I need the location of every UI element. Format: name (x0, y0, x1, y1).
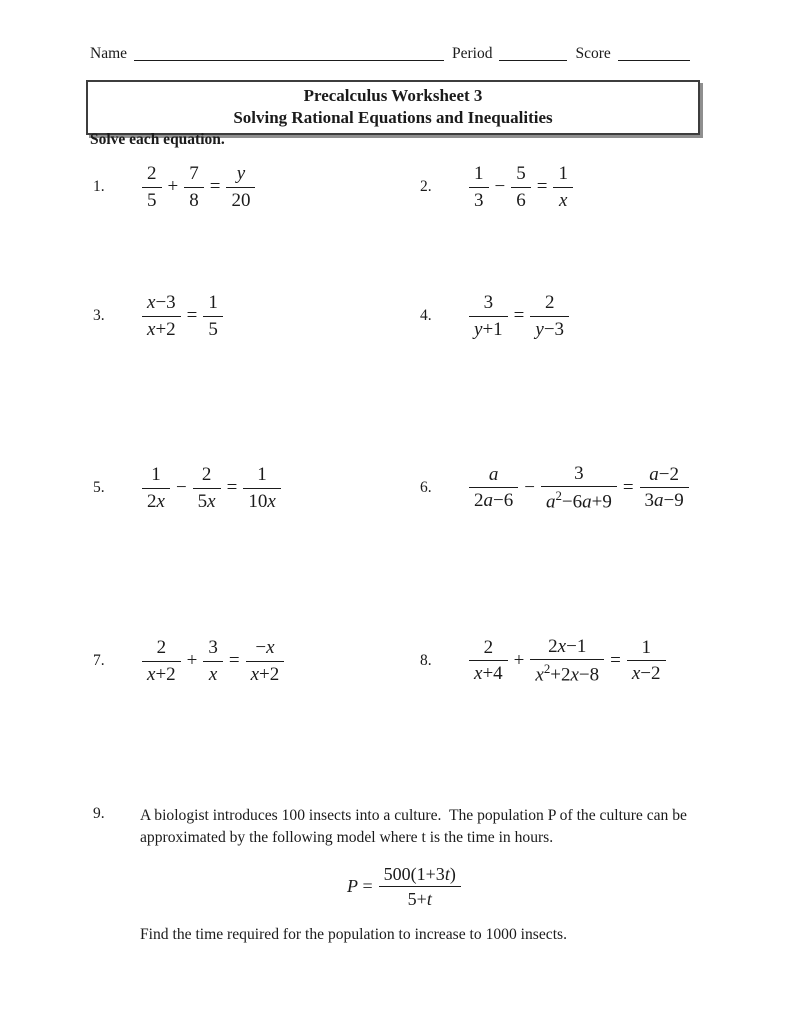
instructions-text: Solve each equation. (90, 131, 225, 148)
fraction-denominator: 10x (248, 490, 276, 512)
fraction-denominator: 5 (147, 189, 157, 211)
fraction (627, 637, 666, 685)
fraction-numerator: y (226, 163, 255, 187)
equation (467, 163, 575, 211)
fraction-numerator: 1 (203, 292, 223, 316)
fraction-numerator: 3 (469, 292, 508, 316)
problem-number: 2. (420, 178, 432, 195)
fraction-numerator: x−3 (142, 292, 181, 316)
fraction-numerator: 2 (530, 292, 569, 316)
fraction-numerator: 1 (553, 163, 573, 187)
fraction-denominator: $a^2-6a+9$ (545, 488, 612, 513)
equation (467, 636, 668, 686)
problem-number: 4. (420, 307, 432, 324)
fraction (203, 637, 223, 685)
fraction (530, 292, 569, 340)
fraction-numerator: 500(1+3t) (379, 864, 461, 887)
fraction (469, 637, 508, 685)
math-operator: = (622, 476, 634, 498)
equation (140, 464, 283, 512)
fraction-numerator: 1 (469, 163, 489, 187)
fraction-numerator: 2x−1 (530, 636, 604, 660)
fraction (142, 292, 181, 340)
fraction-numerator: 1 (627, 637, 666, 661)
fraction-denominator: 5+t (407, 889, 432, 910)
fraction-denominator: 3 (474, 189, 484, 211)
fraction (203, 292, 223, 340)
fraction-denominator: 20 (231, 189, 251, 211)
worksheet-title: Precalculus Worksheet 3 (303, 86, 483, 105)
fraction (530, 636, 604, 686)
fraction-denominator: x−2 (631, 663, 661, 685)
fraction-denominator: 5 (208, 318, 218, 340)
fraction (469, 292, 508, 340)
problem-8 (420, 634, 668, 688)
equation (140, 637, 286, 685)
math-operator: + (167, 176, 179, 197)
fraction-denominator: y+1 (474, 318, 503, 340)
fraction (469, 163, 489, 211)
math-operator: − (524, 476, 535, 498)
fraction (193, 464, 221, 512)
fraction-numerator: a−2 (640, 464, 689, 488)
math-operator: + (513, 649, 525, 671)
problem-2 (420, 160, 575, 214)
fraction (541, 463, 617, 513)
fraction-numerator: a (469, 464, 518, 488)
fraction-numerator: 2 (193, 464, 221, 488)
fraction-denominator: 5x (197, 490, 216, 512)
problem-9 (93, 805, 712, 849)
fraction-denominator: y−3 (535, 318, 565, 340)
fraction (226, 163, 255, 211)
problem-number: 5. (93, 479, 105, 496)
score-label: Score (575, 45, 611, 62)
problem-number: 1. (93, 178, 105, 195)
fraction-denominator: 3a−9 (644, 490, 684, 512)
fraction-numerator: 3 (203, 637, 223, 661)
fraction (640, 464, 689, 512)
fraction (142, 637, 181, 685)
problem-6 (420, 461, 691, 515)
problem-4 (420, 289, 571, 343)
fraction-numerator: 2 (469, 637, 508, 661)
fraction-numerator: 5 (511, 163, 531, 187)
problem-number: 8. (420, 652, 432, 669)
fraction (243, 464, 280, 512)
math-operator: + (186, 650, 198, 671)
problem-number: 3. (93, 307, 105, 324)
math-operator: = (513, 305, 525, 326)
equation (467, 463, 691, 513)
population-formula (343, 864, 463, 909)
fraction-denominator: x (558, 189, 568, 211)
worksheet-subtitle: Solving Rational Equations and Inequalities (233, 107, 553, 127)
equation (467, 292, 571, 340)
fraction-denominator: 2a−6 (474, 490, 514, 512)
fraction (469, 464, 518, 512)
fraction (553, 163, 573, 211)
fraction-numerator: 2 (142, 637, 181, 661)
fraction (511, 163, 531, 211)
title-box (86, 80, 700, 135)
problem-5 (93, 461, 283, 515)
math-operator: − (175, 477, 187, 498)
math-operator: = (228, 650, 240, 671)
problem-number: 6. (420, 479, 432, 496)
equation (140, 163, 257, 211)
fraction-denominator: x+4 (474, 663, 503, 685)
problem-1 (93, 160, 257, 214)
fraction-numerator: 2 (142, 163, 162, 187)
math-operator: = (209, 176, 221, 197)
fraction-denominator: 2x (147, 490, 165, 512)
problem-number: 9. (93, 805, 105, 822)
fraction-denominator: $x^2+2x-8$ (535, 661, 600, 686)
problem-number: 7. (93, 652, 105, 669)
math-operator: P = (347, 876, 373, 897)
fraction-numerator: 1 (142, 464, 170, 488)
name-blank-line (134, 45, 444, 61)
problem-3 (93, 289, 225, 343)
fraction-numerator: −x (246, 637, 285, 661)
equation (140, 292, 225, 340)
problem-9-question: Find the time required for the population to increase to 1000 insects. (140, 926, 567, 943)
fraction-numerator: 1 (243, 464, 280, 488)
fraction-denominator: x+2 (147, 663, 176, 685)
fraction (379, 864, 461, 909)
fraction-denominator: x+2 (147, 318, 176, 340)
fraction-numerator: 3 (541, 463, 617, 487)
problem-7 (93, 634, 286, 688)
fraction (246, 637, 285, 685)
fraction-denominator: 8 (189, 189, 199, 211)
fraction (142, 163, 162, 211)
math-operator: = (226, 477, 238, 498)
header-fill-in-row (90, 45, 690, 62)
period-blank-line (499, 45, 567, 61)
fraction-denominator: x (208, 663, 218, 685)
fraction-denominator: 6 (516, 189, 526, 211)
name-label: Name (90, 45, 128, 62)
math-operator: − (494, 176, 506, 197)
fraction (184, 163, 204, 211)
math-operator: = (536, 176, 548, 197)
fraction-denominator: x+2 (250, 663, 280, 685)
fraction-numerator: 7 (184, 163, 204, 187)
problem-9-text: A biologist introduces 100 insects into a culture. The population P of the culture can be approximated by the following model where t is the time in hours. (140, 807, 691, 847)
score-blank-line (618, 45, 690, 61)
math-operator: = (610, 649, 621, 671)
fraction (142, 464, 170, 512)
math-operator: = (186, 305, 198, 326)
period-label: Period (452, 45, 493, 62)
